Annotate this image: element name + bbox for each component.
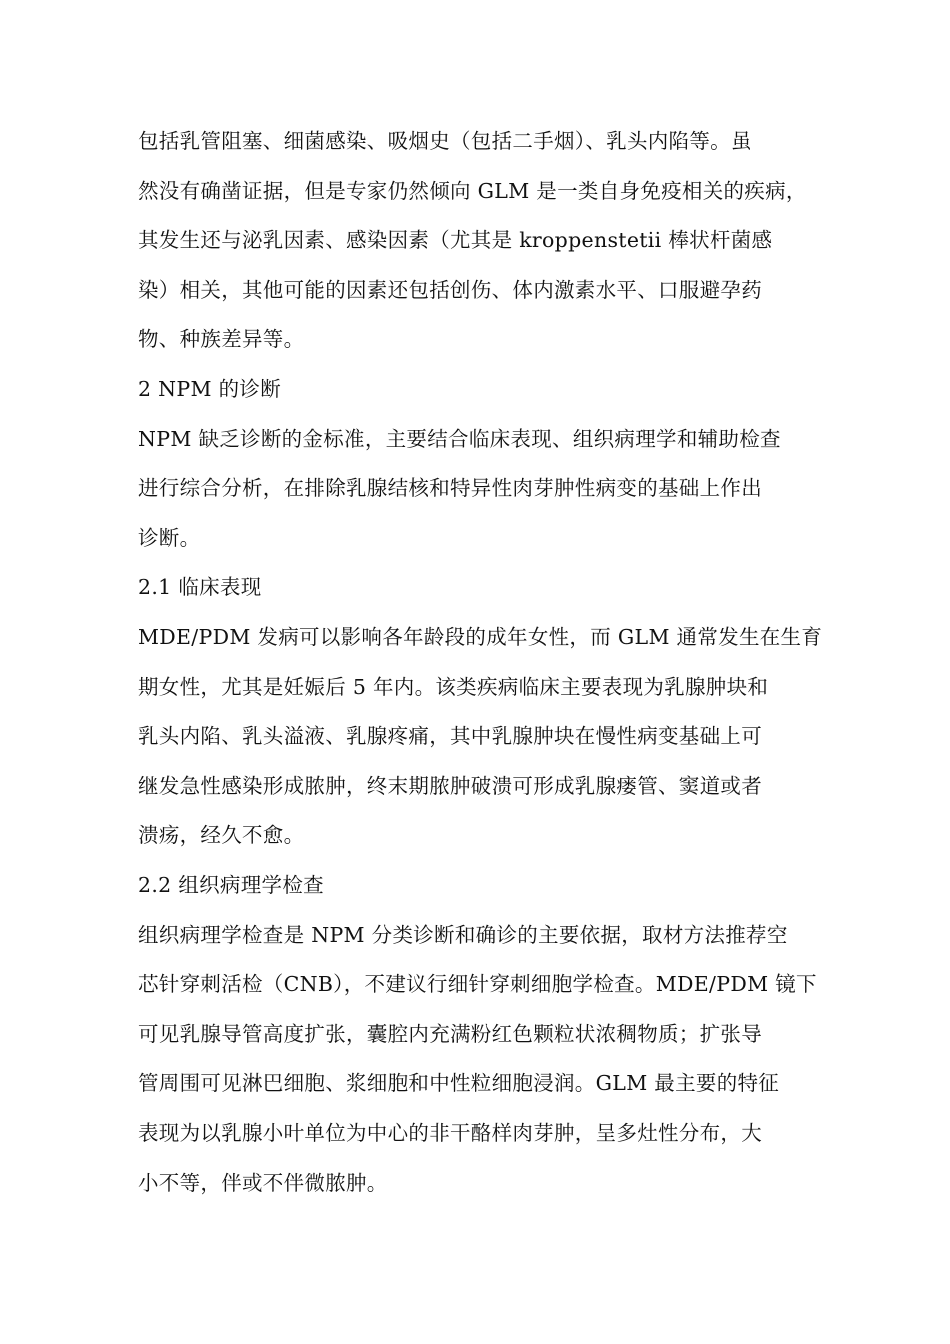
paragraph-line: 包括乳管阻塞、细菌感染、吸烟史（包括二手烟）、乳头内陷等。虽 bbox=[138, 129, 752, 153]
paragraph-line: 继发急性感染形成脓肿，终末期脓肿破溃可形成乳腺瘘管、窦道或者 bbox=[138, 774, 762, 798]
section-heading: 2 NPM 的诊断 bbox=[138, 377, 281, 401]
paragraph-line: 其发生还与泌乳因素、感染因素（尤其是 kroppenstetii 棒状杆菌感 bbox=[138, 228, 773, 252]
paragraph-line: 芯针穿刺活检（CNB），不建议行细针穿刺细胞学检查。MDE/PDM 镜下 bbox=[138, 972, 817, 996]
paragraph-line: 管周围可见淋巴细胞、浆细胞和中性粒细胞浸润。GLM 最主要的特征 bbox=[138, 1071, 780, 1095]
paragraph-line: 溃疡，经久不愈。 bbox=[138, 823, 305, 847]
paragraph-line: 乳头内陷、乳头溢液、乳腺疼痛，其中乳腺肿块在慢性病变基础上可 bbox=[138, 724, 762, 748]
paragraph-line: 期女性，尤其是妊娠后 5 年内。该类疾病临床主要表现为乳腺肿块和 bbox=[138, 675, 769, 699]
paragraph-line: MDE/PDM 发病可以影响各年龄段的成年女性，而 GLM 通常发生在生育 bbox=[138, 625, 823, 649]
subsection-heading: 2.1 临床表现 bbox=[138, 575, 262, 599]
paragraph-line: 进行综合分析，在排除乳腺结核和特异性肉芽肿性病变的基础上作出 bbox=[138, 476, 762, 500]
paragraph-line: 诊断。 bbox=[138, 526, 201, 550]
paragraph-line: 表现为以乳腺小叶单位为中心的非干酪样肉芽肿，呈多灶性分布，大 bbox=[138, 1121, 762, 1145]
subsection-heading: 2.2 组织病理学检查 bbox=[138, 873, 324, 897]
paragraph-line: 组织病理学检查是 NPM 分类诊断和确诊的主要依据，取材方法推荐空 bbox=[138, 923, 788, 947]
paragraph-line: NPM 缺乏诊断的金标准，主要结合临床表现、组织病理学和辅助检查 bbox=[138, 427, 781, 451]
paragraph-line: 染）相关，其他可能的因素还包括创伤、体内激素水平、口服避孕药 bbox=[138, 278, 762, 302]
paragraph-line: 可见乳腺导管高度扩张，囊腔内充满粉红色颗粒状浓稠物质；扩张导 bbox=[138, 1022, 762, 1046]
paragraph-line: 然没有确凿证据，但是专家仍然倾向 GLM 是一类自身免疫相关的疾病， bbox=[138, 179, 807, 203]
paragraph-line: 物、种族差异等。 bbox=[138, 327, 305, 351]
paragraph-line: 小不等，伴或不伴微脓肿。 bbox=[138, 1171, 388, 1195]
